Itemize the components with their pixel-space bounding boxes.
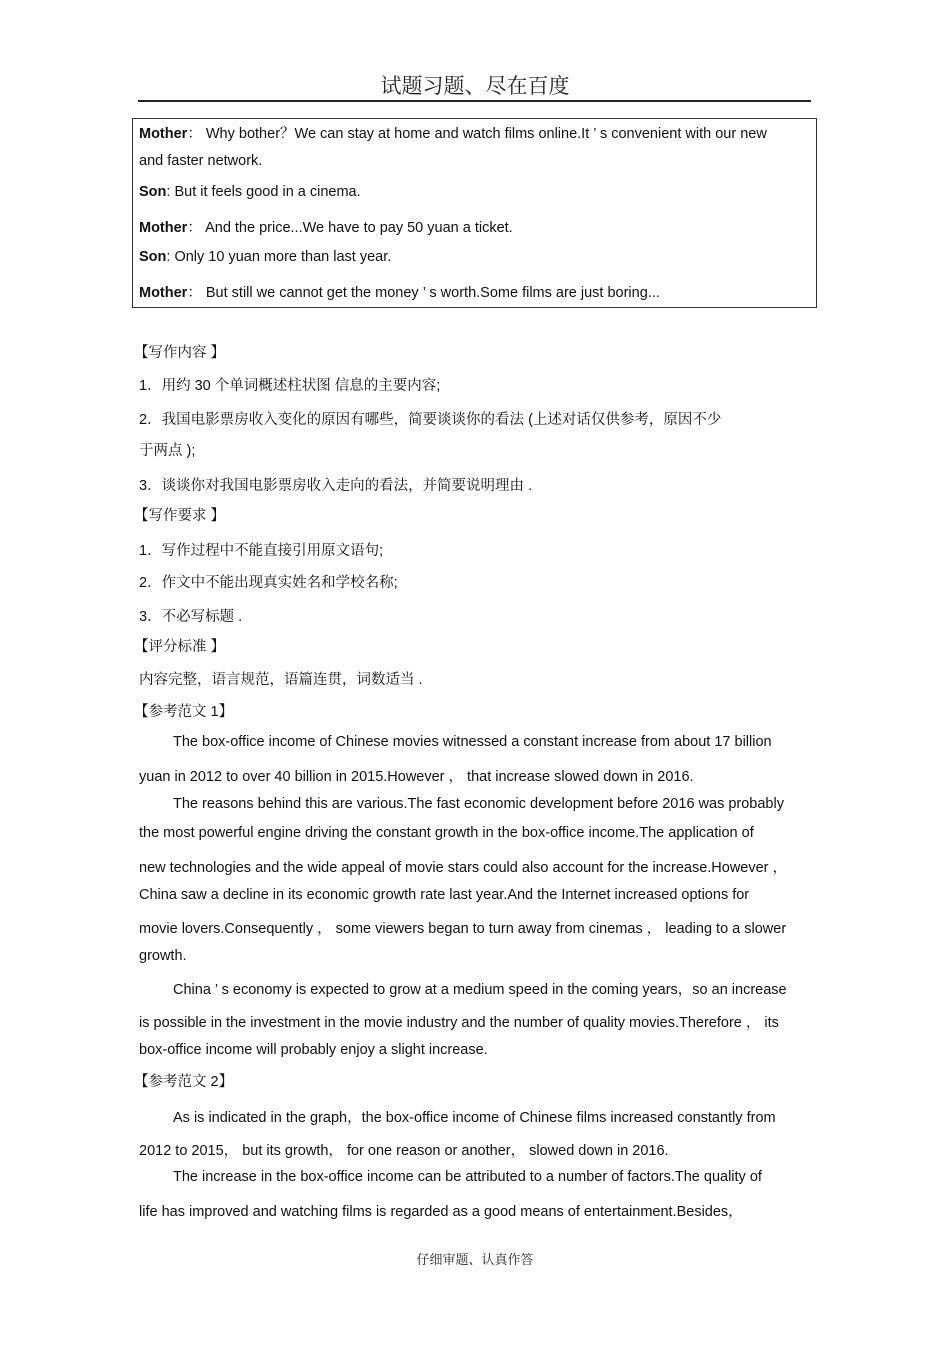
sample1-line: China saw a decline in its economic growth rate last year.And the Internet increased options for bbox=[139, 887, 750, 903]
sample1-heading: 【参考范文 1】 bbox=[134, 704, 234, 720]
sample1-line: growth. bbox=[139, 948, 187, 964]
dialogue-box bbox=[132, 118, 817, 308]
dialogue-line: Mother： And the price...We have to pay 50 yuan a ticket. bbox=[139, 220, 513, 236]
dialogue-line: Son: But it feels good in a cinema. bbox=[139, 184, 361, 200]
sample1-line: The reasons behind this are various.The fast economic development before 2016 was probably bbox=[173, 796, 784, 812]
sample1-line: movie lovers.Consequently ， some viewers began to turn away from cinemas ， leading to a slower bbox=[139, 921, 787, 937]
writing-content-item: 于两点 ); bbox=[139, 443, 196, 459]
writing-content-heading: 【写作内容 】 bbox=[134, 345, 226, 361]
writing-content-item: 3．谈谈你对我国电影票房收入走向的看法，并简要说明理由 . bbox=[139, 478, 533, 494]
sample1-line: is possible in the investment in the movie industry and the number of quality movies.Therefore ， its bbox=[139, 1015, 779, 1031]
writing-requirement-item: 2．作文中不能出现真实姓名和学校名称; bbox=[139, 575, 398, 591]
dialogue-line: Mother： Why bother？We can stay at home and watch films online.It ’ s convenient with our new bbox=[139, 126, 767, 142]
criteria-text: 内容完整，语言规范，语篇连贯，词数适当 . bbox=[139, 672, 423, 688]
page-header-title: 试题习题、尽在百度 bbox=[380, 74, 570, 98]
dialogue-line: Son: Only 10 yuan more than last year. bbox=[139, 249, 392, 265]
sample1-line: box-office income will probably enjoy a slight increase. bbox=[139, 1042, 488, 1058]
header-rule bbox=[138, 100, 811, 102]
sample2-line: life has improved and watching films is regarded as a good means of entertainment.Besides， bbox=[139, 1204, 743, 1220]
criteria-heading: 【评分标准 】 bbox=[134, 639, 226, 655]
sample1-line: the most powerful engine driving the constant growth in the box-office income.The application of bbox=[139, 825, 754, 841]
sample2-line: 2012 to 2015， but its growth， for one reason or another， slowed down in 2016. bbox=[139, 1143, 669, 1159]
dialogue-line: and faster network. bbox=[139, 153, 263, 169]
sample2-line: The increase in the box-office income can be attributed to a number of factors.The quality of bbox=[173, 1169, 762, 1185]
sample1-line: yuan in 2012 to over 40 billion in 2015.However ， that increase slowed down in 2016. bbox=[139, 769, 694, 785]
page-footer: 仔细审题、认真作答 bbox=[416, 1253, 534, 1268]
sample1-line: new technologies and the wide appeal of movie stars could also account for the increase.However ， bbox=[139, 860, 788, 876]
sample1-line: China ’ s economy is expected to grow at a medium speed in the coming years，so an increase bbox=[173, 982, 787, 998]
writing-content-item: 2．我国电影票房收入变化的原因有哪些，简要谈谈你的看法 (上述对话仅供参考，原因不少 bbox=[139, 412, 722, 428]
sample2-heading: 【参考范文 2】 bbox=[134, 1074, 234, 1090]
writing-requirements-heading: 【写作要求 】 bbox=[134, 508, 226, 524]
writing-content-item: 1．用约 30 个单词概述柱状图 信息的主要内容; bbox=[139, 378, 441, 394]
sample2-line: As is indicated in the graph，the box-office income of Chinese films increased constantly from bbox=[173, 1110, 776, 1126]
writing-requirement-item: 1．写作过程中不能直接引用原文语句; bbox=[139, 543, 384, 559]
sample1-line: The box-office income of Chinese movies witnessed a constant increase from about 17 billion bbox=[173, 734, 772, 750]
writing-requirement-item: 3．不必写标题 . bbox=[139, 609, 243, 625]
dialogue-line: Mother： But still we cannot get the money ’ s worth.Some films are just boring... bbox=[139, 285, 660, 301]
